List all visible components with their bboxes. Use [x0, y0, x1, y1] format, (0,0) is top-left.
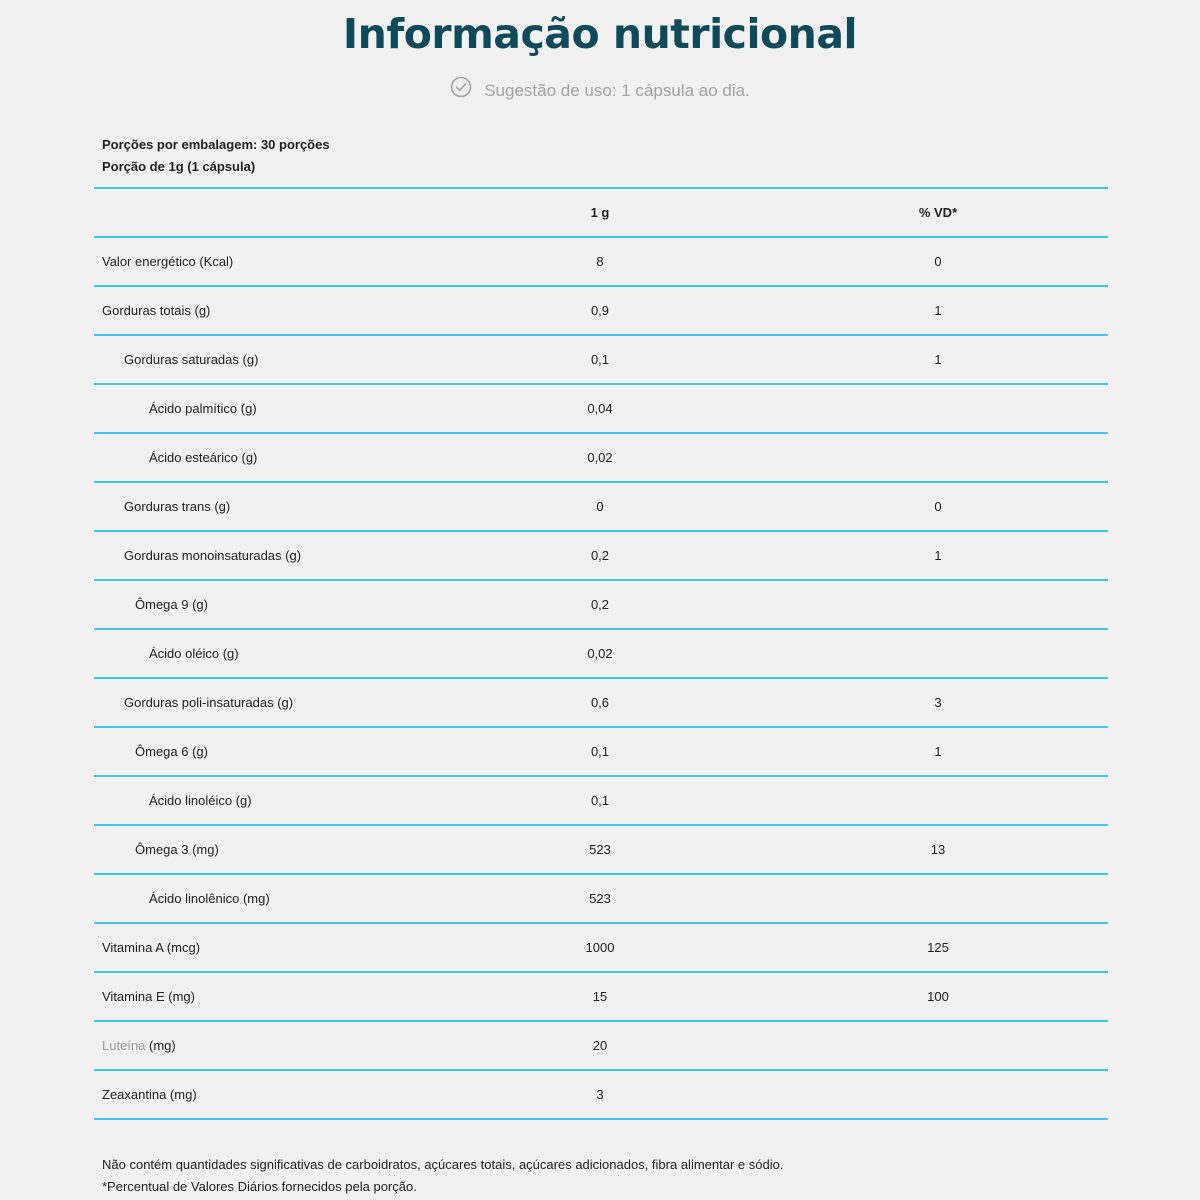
nutrient-amount: 8	[596, 254, 604, 269]
nutrient-amount: 0,02	[587, 450, 613, 465]
usage-suggestion	[0, 80, 1200, 103]
nutrient-name-main: Luteína	[102, 1038, 146, 1053]
nutrient-name: Gorduras trans (g)	[124, 499, 231, 514]
table-row	[94, 434, 1108, 483]
table-row	[94, 826, 1108, 875]
table-row	[94, 777, 1108, 826]
table-row	[94, 875, 1108, 924]
nutrient-amount: 0,04	[587, 401, 613, 416]
footnotes	[102, 1154, 783, 1198]
nutrient-name: Ômega 6 (g)	[135, 744, 208, 759]
table-row	[94, 1071, 1108, 1120]
table-row	[94, 1022, 1108, 1071]
nutrient-name: Ácido palmítico (g)	[149, 401, 257, 416]
nutrient-name	[102, 1022, 176, 1069]
portion-size: Porção de 1g (1 cápsula)	[102, 159, 256, 174]
nutrient-name: Gorduras totais (g)	[102, 303, 211, 318]
nutrient-name: Ômega 3 (mg)	[135, 842, 219, 857]
nutrient-amount: 1000	[585, 940, 615, 955]
table-row	[94, 679, 1108, 728]
portion-info	[102, 134, 330, 178]
nutrient-name: Ácido linolênico (mg)	[149, 891, 270, 906]
table-row	[94, 630, 1108, 679]
nutrition-table	[94, 187, 1108, 1120]
nutrient-name: Vitamina E (mg)	[102, 989, 195, 1004]
header-amount: 1 g	[590, 205, 610, 220]
nutrient-amount: 0	[596, 499, 604, 514]
nutrient-name: Vitamina A (mcg)	[102, 940, 201, 955]
portions-per-package: Porções por embalagem: 30 porções	[102, 137, 330, 152]
nutrient-amount: 15	[592, 989, 608, 1004]
nutrient-amount: 0,1	[590, 793, 610, 808]
usage-suggestion-text: Sugestão de uso: 1 cápsula ao dia.	[484, 80, 750, 100]
nutrient-daily-value: 3	[934, 695, 942, 710]
nutrient-daily-value: 0	[934, 499, 942, 514]
nutrient-amount: 523	[589, 891, 611, 906]
table-row	[94, 532, 1108, 581]
nutrient-amount: 523	[589, 842, 611, 857]
nutrient-daily-value: 1	[934, 744, 942, 759]
table-row	[94, 336, 1108, 385]
table-row	[94, 483, 1108, 532]
nutrient-amount: 0,6	[590, 695, 610, 710]
nutrient-amount: 20	[592, 1038, 608, 1053]
nutrient-daily-value: 125	[927, 940, 949, 955]
nutrient-amount: 0,2	[590, 548, 610, 563]
nutrient-amount: 0,9	[590, 303, 610, 318]
table-row	[94, 238, 1108, 287]
nutrient-amount: 0,1	[590, 352, 610, 367]
nutrient-daily-value: 100	[927, 989, 949, 1004]
table-row	[94, 581, 1108, 630]
table-header-row	[94, 189, 1108, 238]
nutrient-daily-value: 1	[934, 352, 942, 367]
nutrient-name-unit: (mg)	[145, 1038, 176, 1053]
nutrient-name: Ácido oléico (g)	[149, 646, 239, 661]
footnote-not-significant: Não contém quantidades significativas de carboidratos, açúcares totais, açúcares adicionados, fibra alimentar e sódio.	[102, 1157, 784, 1172]
nutrient-name: Ácido esteárico (g)	[149, 450, 258, 465]
nutrient-daily-value: 1	[934, 548, 942, 563]
nutrient-name: Gorduras monoinsaturadas (g)	[124, 548, 302, 563]
table-row	[94, 728, 1108, 777]
table-row	[94, 924, 1108, 973]
nutrient-daily-value: 13	[930, 842, 946, 857]
page-title: Informação nutricional	[342, 10, 858, 58]
nutrient-amount: 0,2	[590, 597, 610, 612]
nutrient-name: Ácido linoléico (g)	[149, 793, 252, 808]
nutrient-name: Zeaxantina (mg)	[102, 1087, 197, 1102]
table-row	[94, 385, 1108, 434]
nutrient-daily-value: 0	[934, 254, 942, 269]
nutrient-amount: 0,02	[587, 646, 613, 661]
nutrient-amount: 3	[596, 1087, 604, 1102]
header-daily-value: % VD*	[918, 205, 958, 220]
nutrient-name: Gorduras saturadas (g)	[124, 352, 259, 367]
nutrient-name: Valor energético (Kcal)	[102, 254, 234, 269]
footnote-daily-value: *Percentual de Valores Diários fornecidos pela porção.	[102, 1179, 417, 1194]
table-row	[94, 973, 1108, 1022]
nutrient-amount: 0,1	[590, 744, 610, 759]
nutrient-name: Gorduras poli-insaturadas (g)	[124, 695, 294, 710]
check-circle-icon	[450, 76, 472, 103]
nutrient-daily-value: 1	[934, 303, 942, 318]
nutrient-name: Ômega 9 (g)	[135, 597, 208, 612]
table-row	[94, 287, 1108, 336]
